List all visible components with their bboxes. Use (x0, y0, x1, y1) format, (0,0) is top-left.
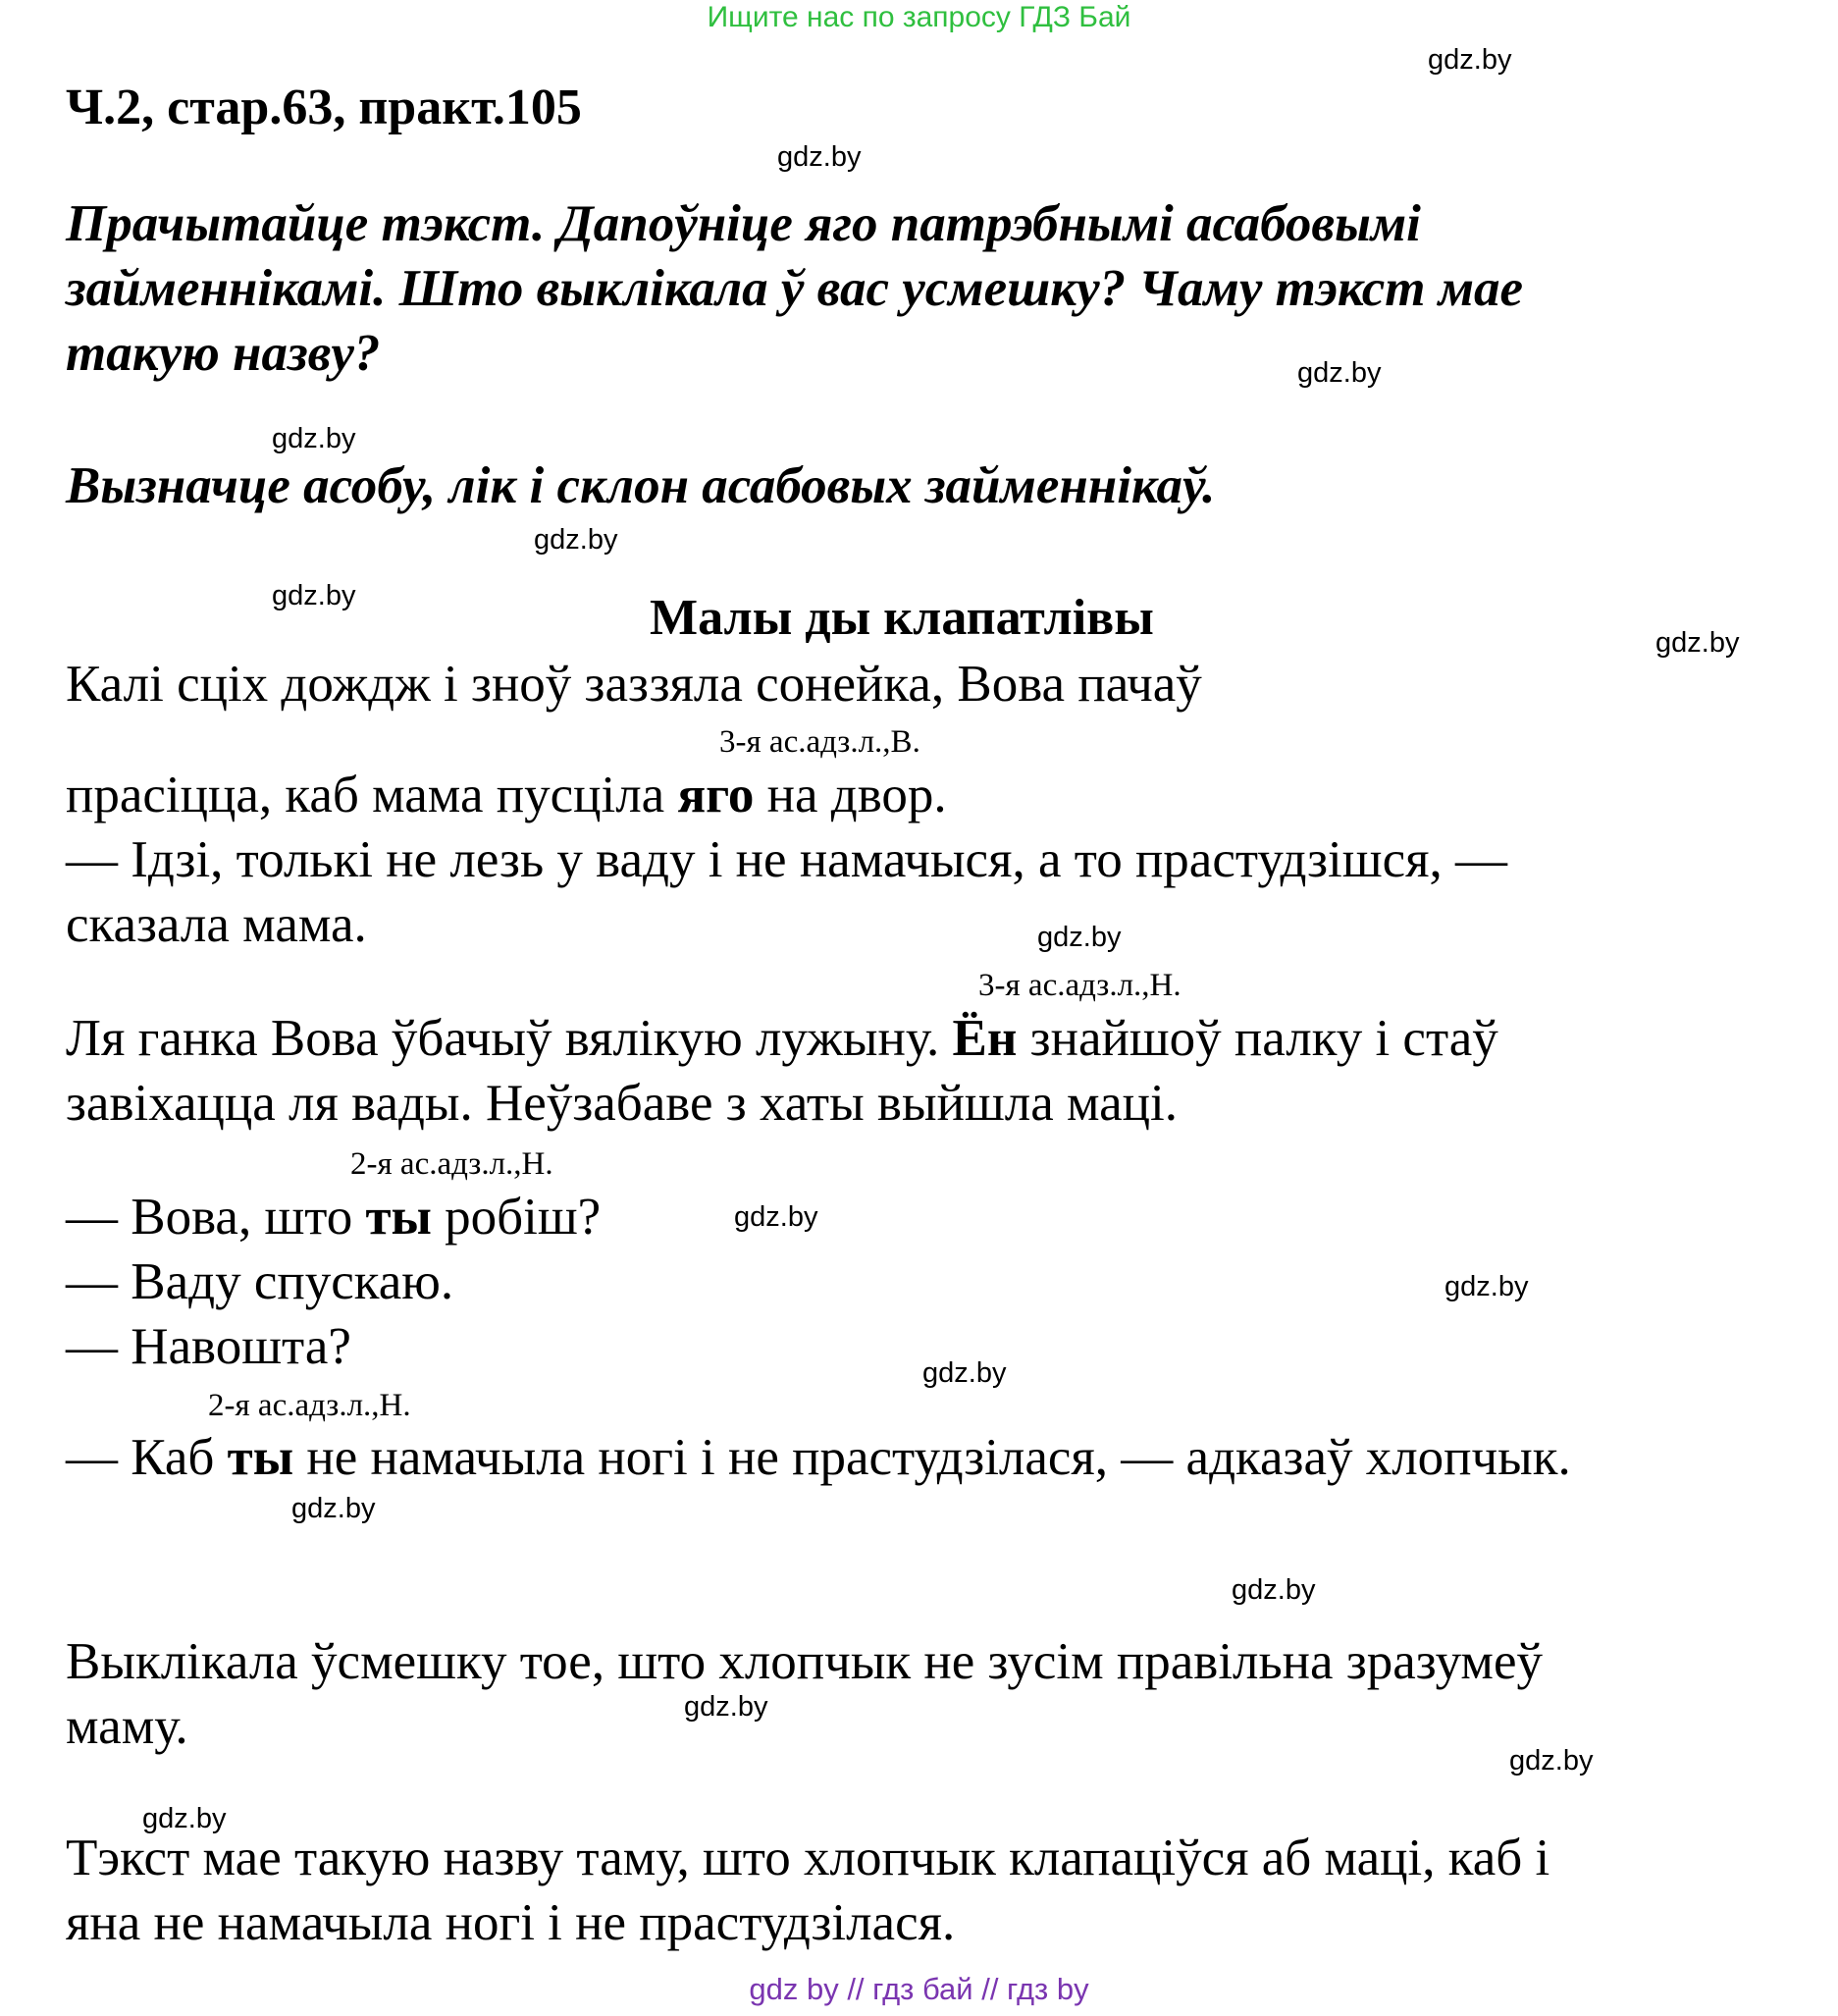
watermark: gdz.by (1297, 357, 1382, 389)
pronoun-highlight: ты (365, 1189, 432, 1246)
story-text: — Вова, што (66, 1189, 366, 1246)
watermark: gdz.by (922, 1357, 1007, 1389)
watermark: gdz.by (1232, 1574, 1316, 1606)
dialog-line-5: — Навошта? (66, 1318, 351, 1375)
story-line-1: Калі сціх дождж і зноў заззяла сонейка, Вова пачаў (66, 656, 1202, 713)
dialog-line-6 (66, 1425, 1571, 1490)
pronoun-highlight: яго (677, 767, 755, 823)
answer-2-line-2: яна не намачыла ногі і не прастудзілася. (66, 1894, 956, 1951)
watermark: gdz.by (534, 524, 618, 556)
watermark: gdz.by (684, 1691, 768, 1723)
watermark: gdz.by (272, 580, 356, 611)
story-text: не намачыла ногі і не прастудзілася, — адказаў хлопчык. (293, 1429, 1571, 1486)
task-line-4: Вызначце асобу, лік і склон асабовых займеннікаў. (66, 457, 1216, 514)
watermark: gdz.by (291, 1493, 376, 1524)
watermark: gdz.by (777, 141, 862, 173)
pronoun-annotation-1: 3-я ас.адз.л.,В. (719, 724, 920, 760)
story-text: Ля ганка Вова ўбачыў вялікую лужыну. (66, 1010, 953, 1067)
watermark: gdz.by (1428, 44, 1512, 76)
pronoun-highlight: Ён (952, 1010, 1018, 1067)
dialog-line-1: — Ідзі, толькі не лезь у ваду і не намачыся, а то прастудзішся, — (66, 831, 1507, 888)
task-line-3: такую назву? (66, 325, 381, 382)
pronoun-annotation-4: 2-я ас.адз.л.,Н. (208, 1388, 411, 1423)
watermark: gdz.by (272, 423, 356, 454)
top-banner: Ищите нас по запросу ГДЗ Бай (707, 1, 1131, 33)
dialog-line-2: сказала мама. (66, 896, 367, 953)
story-line-4: завіхацца ля вады. Неўзабаве з хаты выйшла маці. (66, 1075, 1179, 1132)
dialog-line-4: — Ваду спускаю. (66, 1253, 454, 1310)
pronoun-highlight: ты (227, 1429, 294, 1486)
story-text: прасіцца, каб мама пусціла (66, 767, 678, 823)
story-title: Малы ды клапатлівы (650, 590, 1154, 646)
story-text: знайшоў палку і стаў (1017, 1010, 1498, 1067)
task-line-2: займеннікамі. Што выклікала ў вас усмешку? Чаму тэкст мае (66, 260, 1524, 317)
answer-1-line-2: маму. (66, 1698, 188, 1755)
page-heading: Ч.2, стар.63, практ.105 (66, 80, 582, 135)
story-text: — Каб (66, 1429, 228, 1486)
watermark: gdz.by (1037, 922, 1122, 953)
watermark: gdz.by (734, 1201, 818, 1233)
pronoun-annotation-2: 3-я ас.адз.л.,Н. (978, 968, 1182, 1003)
watermark: gdz.by (1509, 1745, 1594, 1777)
story-text: робіш? (431, 1189, 602, 1246)
watermark: gdz.by (1655, 627, 1740, 659)
story-line-2 (66, 763, 947, 827)
answer-1-line-1: Выклікала ўсмешку тое, што хлопчык не зусім правільна зразумеў (66, 1633, 1543, 1690)
story-text: на двор. (754, 767, 947, 823)
footer-links: gdz by // гдз бай // гдз by (749, 1972, 1089, 2006)
story-line-3 (66, 1006, 1498, 1071)
answer-2-line-1: Тэкст мае такую назву таму, што хлопчык клапаціўся аб маці, каб і (66, 1830, 1550, 1886)
watermark: gdz.by (1444, 1271, 1529, 1302)
watermark: gdz.by (142, 1803, 227, 1834)
dialog-line-3 (66, 1185, 601, 1249)
task-line-1: Прачытайце тэкст. Дапоўніце яго патрэбнымі асабовымі (66, 195, 1421, 252)
pronoun-annotation-3: 2-я ас.адз.л.,Н. (350, 1146, 553, 1182)
